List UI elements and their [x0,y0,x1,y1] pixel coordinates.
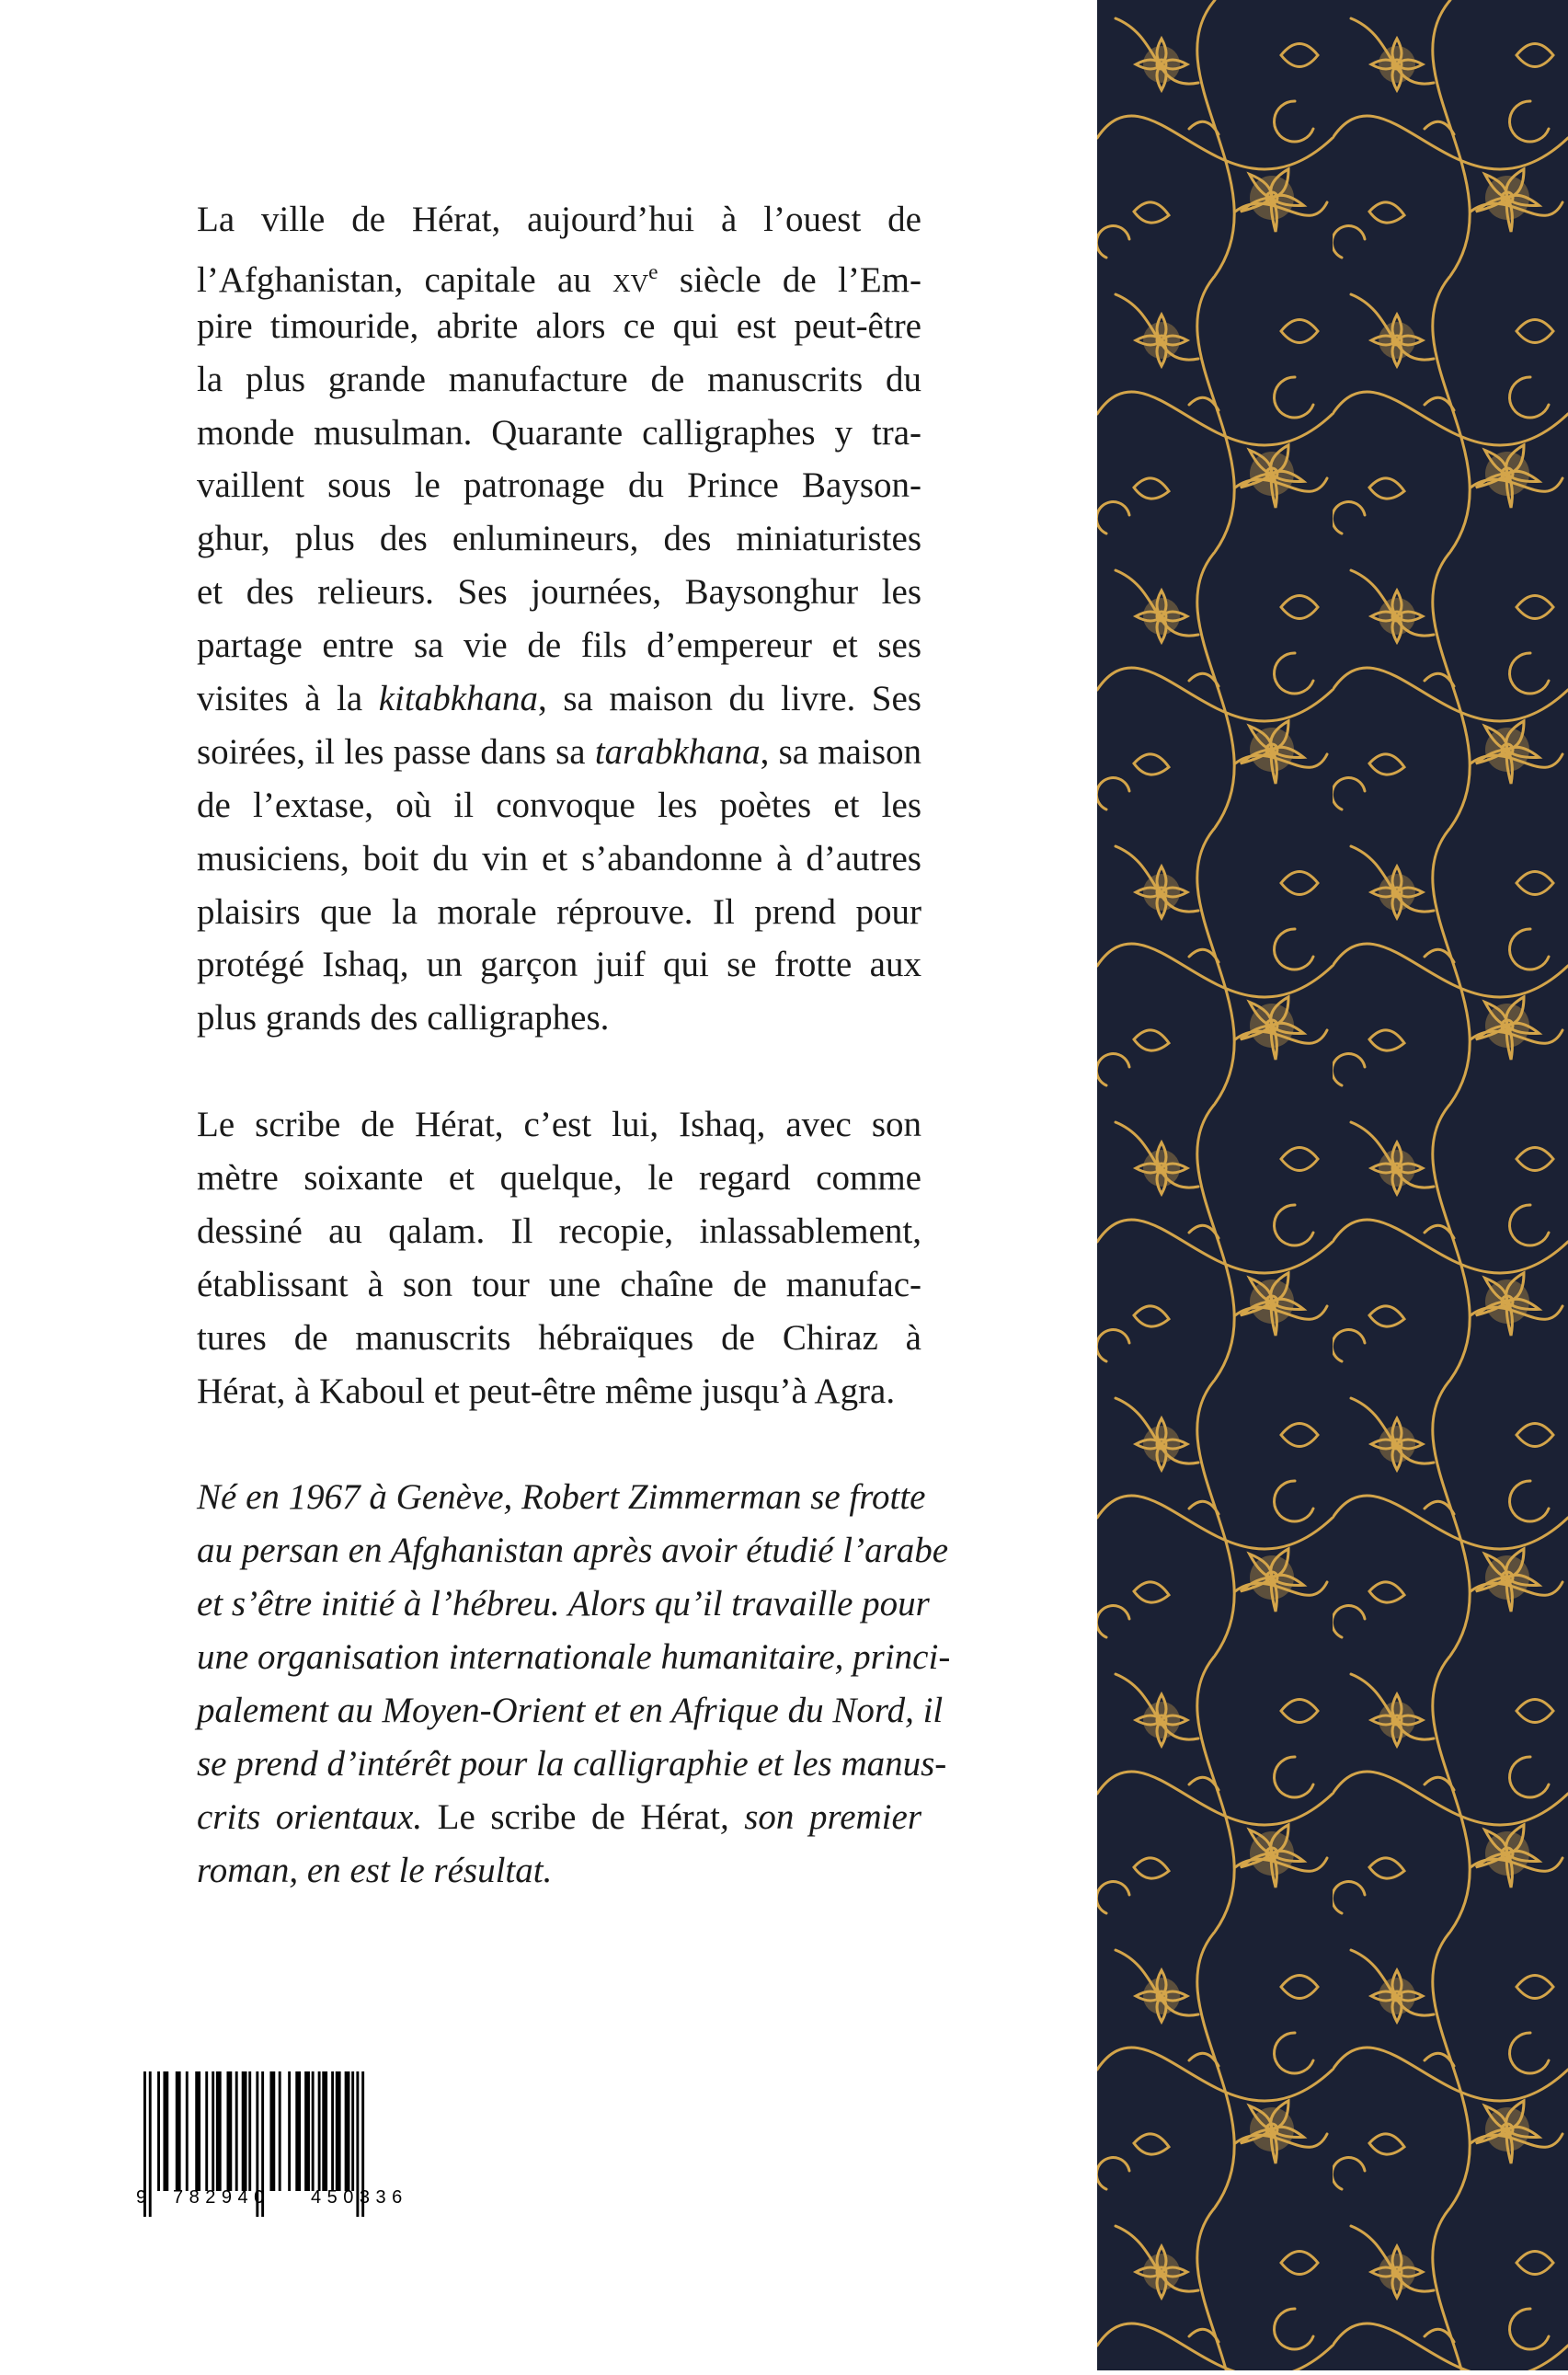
barcode-bar [205,2071,208,2191]
text-segment: et des relieurs. Ses journées, Baysonghur les [197,572,921,613]
text-segment: se prend d’intérêt pour la calligraphie et les manus- [197,1743,947,1784]
text-segment: e [648,259,658,284]
barcode-bar [163,2071,168,2191]
text-segment: protégé Ishaq, un garçon juif qui se frotte aux [197,945,921,985]
paragraph-1 [197,193,921,1045]
text-segment: dessiné au qalam. Il recopie, inlassablement, [197,1210,921,1251]
barcode-bar [216,2071,222,2191]
back-cover-text [197,193,951,1950]
text-line [197,886,921,939]
text-segment: l’Afghanistan, capitale au [197,259,613,300]
text-line [197,1312,921,1365]
barcode-bar [242,2071,247,2191]
text-segment: roman, en est le résultat. [197,1850,553,1890]
text-line [197,1471,926,1524]
barcode-bar [304,2071,310,2191]
barcode-bar [212,2071,214,2191]
text-segment: mètre soixante et quelque, le regard comme [197,1158,921,1199]
barcode-bar [336,2071,341,2191]
text-line [197,353,921,407]
paragraph-3 [197,1471,951,1897]
text-segment: visites à la [197,679,379,719]
barcode-bar [295,2071,301,2191]
text-segment: tures de manuscrits hébraïques de Chiraz à [197,1317,921,1358]
text-segment: pire timouride, abrite alors ce qui est peut-être [197,305,921,346]
text-line [197,779,921,832]
text-segment: kitabkhana [378,679,539,719]
text-segment: une organisation internationale humanitaire, princi- [197,1637,951,1678]
text-line [197,247,921,300]
barcode-bar [345,2071,350,2191]
barcode-digits-right: 450336 [311,2187,408,2208]
barcode-bar [186,2071,189,2191]
barcode-bar [351,2071,354,2191]
text-line [197,1365,921,1418]
text-segment: , sa maison du livre. Ses [538,679,921,719]
text-line [197,512,921,566]
barcode-bar [312,2071,315,2191]
text-segment: , sa maison [760,731,921,772]
text-line [197,1524,949,1578]
text-segment: palement au Moyen-Orient et en Afrique du Nord, il [197,1690,944,1730]
text-segment: plaisirs que la morale réprouve. Il prend pour [197,891,921,932]
paragraph-2 [197,1098,921,1417]
text-segment: musiciens, boit du vin et s’abandonne à d’autres [197,838,921,878]
text-segment: Le scribe de Hérat [437,1796,720,1837]
text-segment: siècle de l’Em- [658,259,922,300]
text-line [197,1738,947,1791]
gold-floral-pattern [1097,0,1568,2370]
text-line [197,832,921,886]
ornamental-floral-panel [1097,0,1568,2370]
text-line [197,407,921,460]
text-line [197,1578,930,1631]
text-line [197,619,921,672]
text-segment: partage entre sa vie de fils d’empereur et ses [197,625,921,666]
text-line [197,1258,921,1312]
barcode-bar [149,2071,152,2217]
text-line [197,193,921,247]
barcode-bar [248,2071,251,2191]
barcode-bar [157,2071,160,2191]
barcode-bar [279,2071,281,2191]
text-segment: établissant à son tour une chaîne de manufac- [197,1264,921,1304]
text-segment: ghur, plus des enlumineurs, des miniaturistes [197,519,921,559]
text-segment: Hérat, à Kaboul et peut-être même jusqu’à Agra. [197,1371,896,1411]
barcode-bar [322,2071,327,2191]
text-segment: monde musulman. Quarante calligraphes y tra- [197,412,921,453]
barcode-bar [226,2071,232,2191]
text-line [197,1791,921,1844]
barcode-digit-lead: 9 [136,2187,147,2208]
text-segment: Né en 1967 à Genève, Robert Zimmerman se frotte [197,1477,926,1518]
barcode-bar [235,2071,238,2191]
text-segment: de l’extase, où il convoque les poètes et les [197,785,921,825]
text-segment: , son premier [719,1796,921,1837]
text-segment: Le scribe de Hérat, c’est lui, Ishaq, avec son [197,1105,921,1145]
text-line [197,566,921,619]
text-segment: et s’être initié à l’hébreu. Alors qu’il travaille pour [197,1584,930,1624]
barcode-bar [331,2071,334,2191]
text-segment: crits orientaux. [197,1796,438,1837]
text-line [197,1098,921,1152]
text-line [197,726,921,779]
barcode-bar [288,2071,291,2191]
text-line [197,938,921,992]
barcode-digits-left: 782940 [173,2187,270,2208]
text-segment: soirées, il les passe dans sa [197,731,595,772]
text-segment: tarabkhana [594,731,761,772]
barcode-bar [318,2071,321,2191]
text-line [197,992,921,1045]
text-line [197,1205,921,1258]
text-line [197,1631,951,1684]
text-line [197,300,921,353]
text-segment: plus grands des calligraphes. [197,998,610,1038]
barcode-bar [176,2071,181,2191]
barcode-bar [269,2071,275,2191]
text-segment: la plus grande manufacture de manuscrits du [197,359,921,399]
barcode-bar [195,2071,200,2191]
text-line [197,459,921,512]
text-segment: au persan en Afghanistan après avoir étudié l’arabe [197,1531,949,1571]
text-line [197,1844,921,1898]
text-segment: xv [612,259,649,300]
text-segment: vaillent sous le patronage du Prince Bayson- [197,465,921,506]
text-line [197,1684,944,1738]
text-line [197,1152,921,1205]
text-segment: La ville de Hérat, aujourd’hui à l’ouest de [197,200,921,239]
text-line [197,672,921,726]
